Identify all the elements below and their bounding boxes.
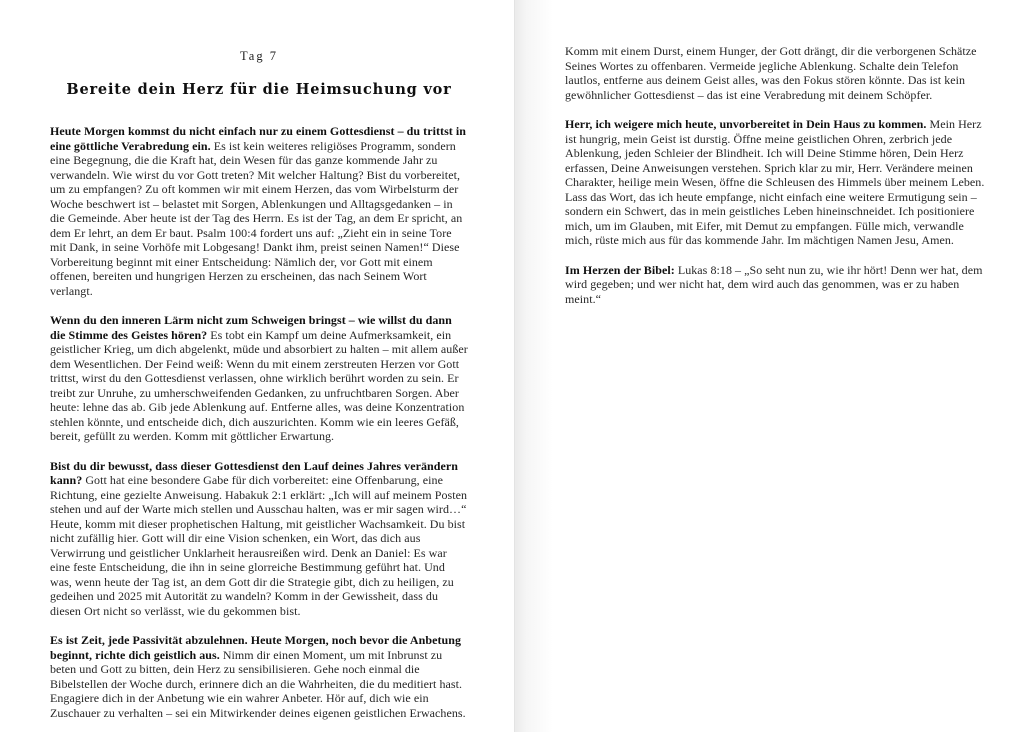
- day-label: Tag 7: [240, 49, 278, 63]
- paragraph-lead: Im Herzen der Bibel:: [565, 262, 675, 277]
- right-page: [515, 0, 1031, 732]
- paragraph-lead: Wenn du den inneren Lärm nicht zum Schweigen bringst – wie willst du dann die Stimme des Geistes hören?: [50, 313, 452, 342]
- paragraph-body: Es tobt ein Kampf um deine Aufmerksamkeit, ein geistlicher Krieg, um dich abgelenkt, müde und absorbiert zu halten – mit allem außer dem Wesentlichen. Der Feind weiß: Wenn du mit einem zerstreuten Herzen vor Gott trittst, wirst du den Gottesdienst verlassen, ohne wirklich berührt worden zu sein. Er treibt zur Unruhe, zu umherschweifenden Gedanken, zu unfruchtbaren Sorgen. Aber heute: lehne das ab. Gib jede Ablenkung auf. Entferne alles, was deine Konzentration stehlen könnte, und entscheide dich, dich auszurichten. Komm wie ein leeres Gefäß, bereit, gefüllt zu werden. Komm mit göttlicher Erwartung.: [50, 327, 468, 443]
- paragraph-lead: Heute Morgen kommst du nicht einfach nur zu einem Gottesdienst – du trittst in eine göttliche Verabredung ein.: [50, 124, 467, 153]
- paragraph-body: Mein Herz ist hungrig, mein Geist ist durstig. Öffne meine geistlichen Ohren, zerbrich jede Ablenkung, jeden Schleier der Blindheit. Ich will Deine Stimme hören, Dein Herz erfassen, Deine Anweisungen verstehen. Sprich klar zu mir, Herr. Verändere meinen Charakter, heilige mein Wesen, öffne die Schleusen des Himmels über meinem Leben. Lass das Wort, das ich heute empfange, nicht einfach eine weitere Ermutigung sein – sondern ein Schwert, das in mein geistliches Leben hineinschneidet. Ich positioniere mich, um im Glauben, mit Eifer, mit Demut zu empfangen. Fülle mich, verwandle mich, rüste mich aus für das kommende Jahr. Im mächtigen Namen Jesu, Amen.: [565, 117, 985, 247]
- paragraph: [50, 459, 468, 619]
- paragraph-body: Lukas 8:18 – „So seht nun zu, wie ihr hört! Denn wer hat, dem wird gegeben; und wer nicht hat, dem wird auch das genommen, was er zu haben meint.“: [565, 262, 983, 306]
- page-title: Bereite dein Herz für die Heimsuchung vor: [66, 81, 452, 98]
- left-page-body: [50, 124, 468, 720]
- left-page: [0, 0, 515, 732]
- paragraph: [565, 263, 985, 307]
- paragraph: [50, 124, 468, 298]
- paragraph-body: Es ist kein weiteres religiöses Programm, sondern eine Begegnung, die die Kraft hat, dein Wesen für das ganze kommende Jahr zu verwandeln. Wie wirst du vor Gott treten? Mit welcher Haltung? Bist du vorbereitet, um zu empfangen? Zu oft kommen wir mit einem Herzen, das vom Wirbelsturm der Woche beschwert ist – belastet mit Sorgen, Ablenkungen und Alltagsgedanken – in die Gemeinde. Aber heute ist der Tag des Herrn. Es ist der Tag, an dem Er spricht, an dem Er lehrt, an dem Er baut. Psalm 100:4 fordert uns auf: „Zieht ein in seine Tore mit Dank, in seine Vorhöfe mit Lobgesang! Dankt ihm, preist seinen Namen!“ Diese Vorbereitung beginnt mit einer Entscheidung: Nämlich der, vor Gott mit einem offenen, bereiten und hungrigen Herzen zu erscheinen, das nach Seinem Wort verlangt.: [50, 138, 463, 298]
- paragraph-lead: Es ist Zeit, jede Passivität abzulehnen. Heute Morgen, noch bevor die Anbetung beginnt, richte dich geistlich aus.: [50, 633, 462, 662]
- paragraph: [565, 117, 985, 248]
- right-page-body: [565, 44, 985, 306]
- paragraph-lead: Bist du dir bewusst, dass dieser Gottesdienst den Lauf deines Jahres verändern kann?: [50, 458, 458, 487]
- paragraph-body: Gott hat eine besondere Gabe für dich vorbereitet: eine Offenbarung, eine Richtung, eine gezielte Anweisung. Habakuk 2:1 erklärt: „Ich will auf meinem Posten stehen und auf der Warte mich stellen und Ausschau halten, was er mir sagen wird…“ Heute, komm mit dieser prophetischen Haltung, mit geistlicher Wachsamkeit. Du bist nicht zufällig hier. Gott will dir eine Vision schenken, ein Wort, das dich aus Verwirrung und geistlicher Unklarheit herausreißen wird. Denk an Daniel: Es war eine feste Entscheidung, die ihn in seine glorreiche Bestimmung geführt hat. Und was, wenn heute der Tag ist, an dem Gott dir die Strategie gibt, dich zu heiligen, zu gedeihen und 2025 mit Autorität zu wandeln? Komm in der Gewissheit, dass du diesen Ort nicht so verlässt, wie du gekommen bist.: [50, 473, 468, 618]
- paragraph-body: Nimm dir einen Moment, um mit Inbrunst zu beten und Gott zu bitten, dein Herz zu sensibilisieren. Gehe noch einmal die Bibelstellen der Woche durch, erinnere dich an die Wahrheiten, die du meditiert hast. Engagiere dich in der Anbetung wie ein wahrer Anbeter. Hör auf, dich wie ein Zuschauer zu verhalten – sei ein Mitwirkender deines eigenen geistlichen Erwachens.: [50, 647, 466, 720]
- paragraph: [50, 313, 468, 444]
- paragraph-body: Komm mit einem Durst, einem Hunger, der Gott drängt, dir die verborgenen Schätze Seines Wortes zu offenbaren. Vermeide jegliche Ablenkung. Schalte dein Telefon lautlos, entferne aus deinem Geist alles, was den Fokus stören könnte. Das ist kein gewöhnlicher Gottesdienst – das ist eine Verabredung mit deinem Schöpfer.: [565, 44, 977, 102]
- paragraph: [565, 44, 985, 102]
- paragraph: [50, 633, 468, 720]
- paragraph-lead: Herr, ich weigere mich heute, unvorbereitet in Dein Haus zu kommen.: [565, 117, 927, 131]
- page-fold-divider: [514, 0, 515, 732]
